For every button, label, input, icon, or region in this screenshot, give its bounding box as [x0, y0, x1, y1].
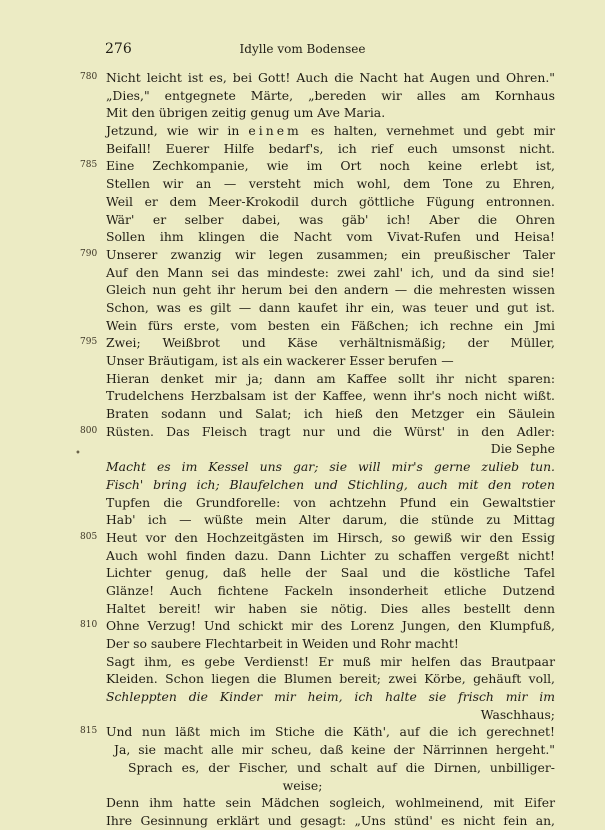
verse-text-line: Fisch' bring ich; Blaufelchen und Stichling, auch mit den roten: [106, 476, 555, 492]
verse-text-line: Denn ihm hatte sein Mädchen sogleich, wohlmeinend, mit Eifer: [106, 795, 555, 811]
verse-text-line: Glänze! Auch fichtene Fackeln insonderheit etliche Dutzend: [106, 582, 555, 598]
verse-line: [0, 547, 605, 565]
verse-line: [0, 476, 605, 494]
verse-line: [0, 370, 605, 388]
verse-line: [0, 494, 605, 512]
verse-text-line: Hab' ich — wüßte mein Alter darum, die stünde zu Mittag: [106, 512, 555, 528]
verse-text: [0, 69, 605, 830]
verse-text-line: Wein fürs erste, vom besten ein Fäßchen; ich rechne ein Jmi: [106, 317, 555, 333]
line-number: 780: [80, 72, 98, 82]
verse-text-line: Waschhaus;: [480, 706, 555, 722]
verse-text-line: Unserer zwanzig wir legen zusammen; ein preußischer Taler: [106, 246, 555, 262]
verse-text-line: Rüsten. Das Fleisch tragt nur und die Würst' in den Adler:: [106, 423, 555, 439]
verse-line: [0, 635, 605, 653]
verse-text-line: Stellen wir an — versteht mich wohl, dem Tone zu Ehren,: [106, 176, 555, 192]
page-header: [0, 41, 605, 59]
line-number: 795: [80, 337, 98, 348]
verse-text-line: Ohne Verzug! Und schickt mir des Lorenz Jungen, den Klumpfuß,: [106, 618, 555, 634]
verse-line: [0, 122, 605, 140]
verse-text-line: Heut vor den Hochzeitgästen im Hirsch, so gewiß wir den Essig: [106, 529, 555, 545]
running-title: Idylle vom Bodensee: [239, 42, 366, 56]
line-number: 805: [80, 531, 98, 542]
line-number: 815: [80, 726, 98, 737]
verse-text-line: Haltet bereit! wir haben sie nötig. Dies alles bestellt denn: [106, 600, 555, 616]
verse-line: [0, 511, 605, 529]
verse-text-line: Eine Zechkompanie, wie im Ort noch keine erlebt ist,: [106, 158, 555, 174]
verse-text-line: Ihre Gesinnung erklärt und gesagt: „Uns stünd' es nicht fein an,: [106, 812, 555, 828]
verse-text-line: Schon, was es gilt — dann kaufet ihr ein, was teuer und gut ist.: [106, 299, 555, 315]
verse-text-line: Lichter genug, daß helle der Saal und die köstliche Tafel: [106, 565, 555, 581]
verse-text-line: Sagt ihm, es gebe Verdienst! Er muß mir helfen das Brautpaar: [106, 653, 555, 669]
verse-line: [0, 387, 605, 405]
verse-line: [0, 670, 605, 688]
verse-text-line: Kleiden. Schon liegen die Blumen bereit; zwei Körbe, gehäuft voll,: [106, 671, 555, 687]
verse-text-line: Trudelchens Herzbalsam ist der Kaffee, wenn ihr's noch nicht wißt.: [106, 388, 555, 404]
verse-text-line: Hieran denket mir ja; dann am Kaffee sollt ihr nicht sparen:: [106, 370, 555, 386]
verse-text-line: Beifall! Euerer Hilfe bedarf's, ich rief euch umsonst nicht.: [106, 140, 555, 156]
verse-text-line: Mit den übrigen zeitig genug um Ave Maria.: [106, 105, 386, 121]
verse-text-line: Schleppten die Kinder mir heim, ich halte sie frisch mir im: [106, 689, 555, 705]
verse-line: [0, 759, 605, 777]
verse-text-line: Zwei; Weißbrot und Käse verhältnismäßig; der Müller,: [106, 335, 555, 351]
verse-text-line: Und nun läßt mich im Stiche die Käth', auf die ich gerechnet!: [106, 724, 555, 740]
verse-line: [0, 812, 605, 830]
verse-line: [0, 228, 605, 246]
verse-line: [0, 140, 605, 158]
verse-text-line: „Dies," entgegnete Märte, „bereden wir alles am Kornhaus: [106, 87, 555, 103]
verse-text-line: Gleich nun geht ihr herum bei den andern — die mehresten wissen: [106, 282, 555, 298]
verse-text-line: Unser Bräutigam, ist als ein wackerer Esser berufen —: [106, 353, 454, 368]
verse-text-line: Braten sodann und Salat; ich hieß den Metzger ein Säulein: [106, 406, 555, 422]
verse-line: [0, 246, 605, 264]
verse-text-line: Auf den Mann sei das mindeste: zwei zahl' ich, und da sind sie!: [106, 264, 555, 280]
verse-text-line: Weil er dem Meer-Krokodil durch göttliche Fügung entronnen.: [106, 193, 555, 209]
verse-line: [0, 741, 605, 759]
verse-text-line: Nicht leicht ist es, bei Gott! Auch die Nacht hat Augen und Ohren.": [106, 70, 555, 85]
stray-dot-mark: •: [75, 448, 81, 459]
verse-line: [0, 281, 605, 299]
verse-line: [0, 69, 605, 87]
verse-line: [0, 653, 605, 671]
verse-text-line: Ja, sie macht alle mir scheu, daß keine der Närrinnen hergeht.": [114, 742, 555, 758]
verse-line: [0, 87, 605, 105]
verse-line: [0, 175, 605, 193]
verse-text-line: Tupfen die Grundforelle: von achtzehn Pfund ein Gewaltstier: [106, 494, 555, 510]
verse-line: [0, 794, 605, 812]
verse-text-line: weise;: [282, 777, 323, 793]
verse-line: [0, 600, 605, 618]
verse-line: [0, 334, 605, 352]
verse-line: [0, 777, 605, 795]
line-number: 790: [80, 248, 98, 259]
verse-line: [0, 582, 605, 600]
verse-line: [0, 157, 605, 175]
verse-text-line: Die Sephe: [490, 441, 555, 457]
page-number: 276: [105, 41, 132, 57]
verse-line: [0, 211, 605, 229]
verse-line: [0, 104, 605, 122]
verse-line: [0, 458, 605, 476]
line-number: 785: [80, 160, 98, 171]
verse-text-line: Sollen ihm klingen die Nacht vom Vivat-Rufen und Heisa!: [106, 229, 555, 245]
verse-line: [0, 264, 605, 282]
verse-line: [0, 706, 605, 724]
verse-line: [0, 405, 605, 423]
verse-text-line: Der so saubere Flechtarbeit in Weiden und Rohr macht!: [106, 636, 459, 651]
verse-text-line: Jetzund, wie wir in einem es halten, vernehmet und gebt mir: [106, 123, 555, 139]
verse-line: [0, 723, 605, 741]
verse-text-line: Wär' er selber dabei, was gäb' ich! Aber die Ohren: [106, 211, 555, 227]
verse-text-line: Macht es im Kessel uns gar; sie will mir's gerne zulieb tun.: [106, 459, 555, 475]
verse-line: [0, 299, 605, 317]
verse-text-line: Sprach es, der Fischer, und schalt auf die Dirnen, unbilliger-: [128, 759, 555, 775]
verse-text-line: Auch wohl finden dazu. Dann Lichter zu schaffen vergeßt nicht!: [106, 547, 555, 563]
verse-line: [0, 564, 605, 582]
verse-line: [0, 529, 605, 547]
verse-line: [0, 688, 605, 706]
verse-line: [0, 617, 605, 635]
line-number: 800: [80, 425, 98, 436]
verse-line: [0, 193, 605, 211]
line-number: 810: [80, 620, 98, 631]
verse-line: [0, 440, 605, 458]
verse-line: [0, 317, 605, 335]
verse-line: [0, 352, 605, 370]
verse-line: [0, 423, 605, 441]
